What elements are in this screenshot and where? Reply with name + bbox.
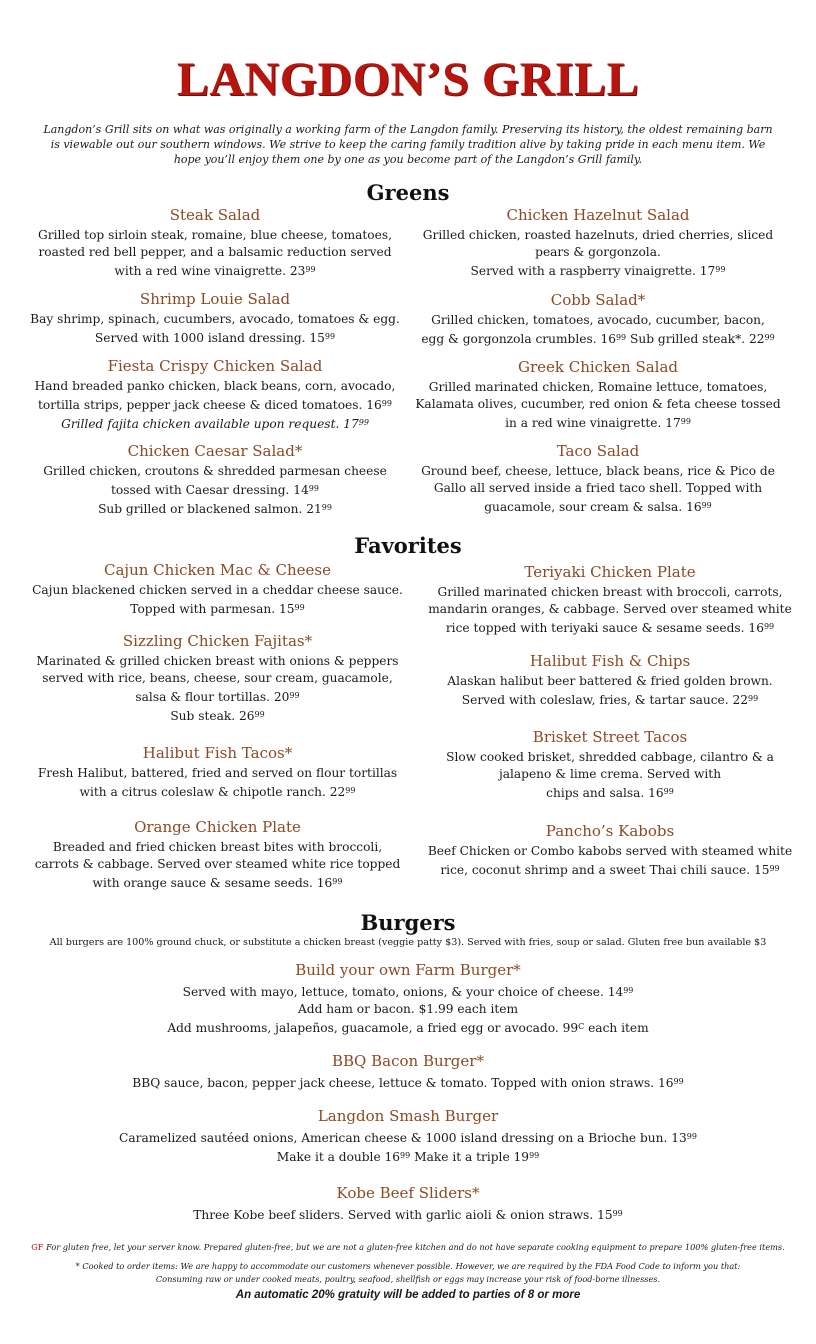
item-name: Chicken Caesar Salad* bbox=[127, 442, 303, 460]
item-description: Alaskan halibut beer battered & fried golden brown. Served with coleslaw, fries, & tartar sauce. $22^{99}$ bbox=[447, 674, 773, 707]
item-name: BBQ Bacon Burger* bbox=[332, 1052, 484, 1070]
item-name: Langdon Smash Burger bbox=[317, 1107, 499, 1125]
item-description: Beef Chicken or Combo kabobs served with steamed white rice, coconut shrimp and a sweet Thai chili sauce. $15^{99}$ bbox=[427, 844, 793, 877]
menu-item bbox=[30, 206, 400, 280]
intro-text: Langdon’s Grill sits on what was originally a working farm of the Langdon family. Preserving its history, the oldest remaining barn is viewable out our southern windows. We strive to keep the caring family tradition alive by taking pride in each menu item. We hope you’ll enjoy them one by one as you become part of the Langdon’s Grill family. bbox=[43, 123, 773, 166]
cooked-to-order-notice: * Cooked to order items: We are happy to accommodate our customers whenever possible. However, we are required by the FDA Food Code to inform you that: Consuming raw or under cooked meats, poultry, seafood, shellfish or eggs may increase your risk of food-borne illnesses. bbox=[75, 1261, 741, 1284]
item-name: Shrimp Louie Salad bbox=[139, 290, 291, 308]
item-description: Grilled chicken, roasted hazelnuts, dried cherries, sliced pears & gorgonzola. Served with a raspberry vinaigrette. $17^{99}$ bbox=[422, 228, 774, 278]
item-name: Cobb Salad* bbox=[550, 291, 646, 309]
item-description: Cajun blackened chicken served in a cheddar cheese sauce. Topped with parmesan. $15^{99}$ bbox=[32, 583, 403, 616]
menu-item bbox=[30, 290, 400, 347]
item-description: Grilled chicken, croutons & shredded parmesan cheese tossed with Caesar dressing. $14^{99}$ Sub grilled or blackened salmon. $21^{99}$ bbox=[43, 464, 387, 516]
item-description: Fresh Halibut, battered, fried and served on flour tortillas with a citrus coleslaw & chipotle ranch. $22^{99}$ bbox=[37, 766, 398, 799]
menu-item bbox=[60, 1107, 756, 1166]
menu-item bbox=[420, 652, 800, 709]
item-description: Grilled marinated chicken, Romaine lettuce, tomatoes, Kalamata olives, cucumber, red onion & feta cheese tossed in a red wine vinaigrette. $17^{99}$ bbox=[415, 380, 781, 430]
item-name: Sizzling Chicken Fajitas* bbox=[122, 632, 313, 650]
menu-item bbox=[60, 1184, 756, 1224]
menu-item bbox=[30, 442, 400, 518]
item-name: Cajun Chicken Mac & Cheese bbox=[104, 561, 331, 579]
item-name: Pancho’s Kabobs bbox=[545, 822, 675, 840]
menu-item bbox=[420, 728, 800, 802]
section-heading-greens: Greens bbox=[366, 180, 450, 205]
menu-item bbox=[30, 357, 400, 433]
item-name: Chicken Hazelnut Salad bbox=[506, 206, 690, 224]
gf-tag: GF bbox=[31, 1242, 44, 1252]
item-description: Three Kobe beef sliders. Served with garlic aioli & onion straws. $15^{99}$ bbox=[193, 1208, 623, 1222]
item-name: Fiesta Crispy Chicken Salad bbox=[107, 357, 323, 375]
menu-item bbox=[412, 442, 784, 516]
menu-item bbox=[30, 744, 405, 801]
menu-item bbox=[30, 561, 405, 618]
item-description: Grilled marinated chicken breast with broccoli, carrots, mandarin oranges, & cabbage. Served over steamed white rice topped with teriyaki sauce & sesame seeds. $16^{99}$ bbox=[428, 585, 792, 635]
item-name: Steak Salad bbox=[169, 206, 261, 224]
menu-item bbox=[412, 206, 784, 280]
section-heading-burgers: Burgers bbox=[360, 910, 456, 935]
item-description: Grilled top sirloin steak, romaine, blue cheese, tomatoes, roasted red bell pepper, and a balsamic reduction served with a red wine vinaigrette. $23^{99}$ bbox=[38, 228, 392, 278]
item-description: Marinated & grilled chicken breast with onions & peppers served with rice, beans, cheese, sour cream, guacamole, salsa & flour tortillas. $20^{99}$ Sub steak. $26^{99}$ bbox=[36, 654, 399, 723]
item-name: Kobe Beef Sliders* bbox=[336, 1184, 480, 1202]
item-name: Orange Chicken Plate bbox=[134, 818, 301, 836]
item-name: Halibut Fish & Chips bbox=[529, 652, 691, 670]
item-description: Ground beef, cheese, lettuce, black beans, rice & Pico de Gallo all served inside a fried taco shell. Topped with guacamole, sour cream & salsa. $16^{99}$ bbox=[421, 464, 775, 514]
burgers-note: All burgers are 100% ground chuck, or substitute a chicken breast (veggie patty $3). Served with fries, soup or salad. Gluten free bun available $3 bbox=[49, 937, 767, 948]
item-name: Brisket Street Tacos bbox=[532, 728, 688, 746]
item-description: Slow cooked brisket, shredded cabbage, cilantro & a jalapeno & lime crema. Served with chips and salsa. $16^{99}$ bbox=[446, 750, 774, 800]
item-description: Grilled chicken, tomatoes, avocado, cucumber, bacon, egg & gorgonzola crumbles. $16^{99}$ Sub grilled steak*. $22^{99}$ bbox=[421, 313, 775, 346]
menu-item bbox=[60, 961, 756, 1037]
item-description: Bay shrimp, spinach, cucumbers, avocado, tomatoes & egg. Served with 1000 island dressing. $15^{99}$ bbox=[30, 312, 400, 345]
gluten-free-notice: GF For gluten free, let your server know. Prepared gluten-free, but we are not a gluten-free kitchen and do not have separate cooking equipment to prepare 100% gluten-free items. bbox=[31, 1242, 785, 1252]
menu-item bbox=[30, 818, 405, 892]
menu-item bbox=[30, 632, 405, 725]
menu-item bbox=[412, 358, 784, 432]
item-name: Greek Chicken Salad bbox=[517, 358, 679, 376]
item-description: Breaded and fried chicken breast bites with broccoli, carrots & cabbage. Served over steamed white rice topped with orange sauce & sesame seeds. $16^{99}$ bbox=[34, 840, 401, 890]
gratuity-notice: An automatic 20% gratuity will be added to parties of 8 or more bbox=[235, 1289, 581, 1301]
item-description: Served with mayo, lettuce, tomato, onions, & your choice of cheese. $14^{99}$ Add ham or bacon. $1.99 each item Add mushrooms, jalapeños, guacamole, a fried egg or avocado. $99^C$ each item bbox=[167, 985, 649, 1035]
item-description: Hand breaded panko chicken, black beans, corn, avocado, tortilla strips, pepper jack cheese & diced tomatoes. $16^{99}$ Grilled fajita chicken available upon request. $17^{99}$ bbox=[34, 379, 396, 431]
restaurant-title: LANGDON’S GRILL bbox=[176, 53, 640, 106]
menu-item bbox=[412, 291, 784, 348]
item-description: Caramelized sautéed onions, American cheese & 1000 island dressing on a Brioche bun. $13^{99}$ Make it a double $16^{99}$ Make it a triple $19^{99}$ bbox=[119, 1131, 697, 1164]
item-name: Teriyaki Chicken Plate bbox=[524, 563, 696, 581]
menu-item bbox=[60, 1052, 756, 1092]
menu-item bbox=[420, 563, 800, 637]
item-description: BBQ sauce, bacon, pepper jack cheese, lettuce & tomato. Topped with onion straws. $16^{99}$ bbox=[132, 1076, 684, 1090]
menu-item bbox=[420, 822, 800, 879]
item-name: Taco Salad bbox=[556, 442, 640, 460]
item-name: Halibut Fish Tacos* bbox=[142, 744, 293, 762]
item-name: Build your own Farm Burger* bbox=[295, 961, 521, 979]
section-heading-favorites: Favorites bbox=[354, 533, 462, 558]
